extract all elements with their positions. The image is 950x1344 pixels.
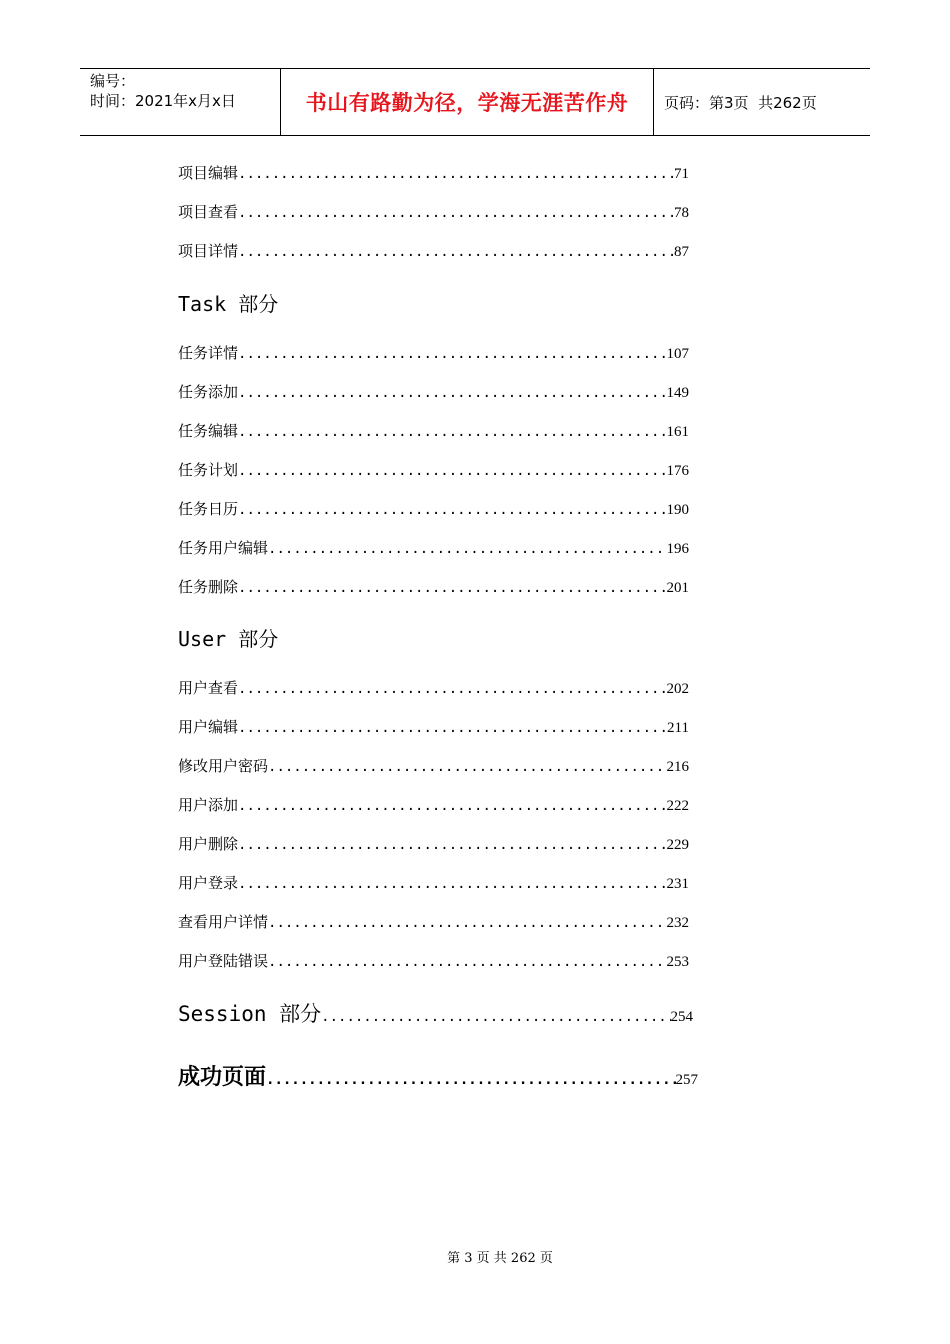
toc-entry-label: 任务用户编辑	[178, 539, 269, 557]
toc-entry-page: 107	[666, 346, 689, 362]
toc-entry-page: 78	[674, 205, 689, 221]
toc-entry-page: 87	[674, 244, 689, 260]
toc-entry-page: 176	[666, 463, 689, 479]
toc-leader-dots	[238, 463, 666, 479]
toc-entry-user-view[interactable]	[178, 677, 689, 698]
toc-entry-page: 211	[667, 720, 689, 736]
toc-entry-page: 202	[666, 681, 689, 697]
toc-entry-page: 71	[674, 166, 689, 182]
toc-leader-dots	[268, 915, 666, 931]
toc-entry-label: 任务添加	[178, 383, 239, 401]
toc-entry-label: Session 部分	[178, 1002, 322, 1026]
toc-entry-user-add[interactable]	[178, 794, 689, 815]
toc-leader-dots	[238, 166, 674, 182]
toc-leader-dots	[238, 346, 666, 362]
toc-entry-page: 196	[666, 541, 689, 557]
toc-entry-user-detail[interactable]	[178, 911, 689, 932]
header-motto: 书山有路勤为径，学海无涯苦作舟	[281, 69, 654, 135]
toc-entry-label: 项目编辑	[178, 164, 239, 182]
toc-leader-dots	[268, 759, 666, 775]
header-meta	[80, 69, 281, 135]
toc-entry-project-view[interactable]	[178, 201, 689, 222]
toc-entry-task-add[interactable]	[178, 381, 689, 402]
page-header	[80, 68, 870, 136]
toc-entry-page: 161	[666, 424, 689, 440]
toc-entry-page: 257	[675, 1072, 698, 1088]
toc-entry-task-user-edit[interactable]	[178, 537, 689, 558]
toc-entry-task-detail[interactable]	[178, 342, 689, 363]
toc-entry-page: 253	[666, 954, 689, 970]
toc-entry-task-calendar[interactable]	[178, 498, 689, 519]
toc-entry-success-page[interactable]	[178, 1060, 698, 1091]
toc-leader-dots	[321, 1009, 670, 1025]
toc-leader-dots	[266, 1072, 675, 1088]
toc-entry-page: 254	[670, 1009, 693, 1025]
toc-leader-dots	[238, 580, 666, 596]
section-heading-task: Task 部分	[178, 292, 279, 316]
toc-entry-page: 149	[666, 385, 689, 401]
toc-entry-page: 231	[666, 876, 689, 892]
toc-entry-user-edit[interactable]	[178, 716, 689, 737]
toc-entry-label: 任务详情	[178, 344, 239, 362]
toc-entry-page: 232	[666, 915, 689, 931]
toc-leader-dots	[238, 244, 674, 260]
toc-entry-task-delete[interactable]	[178, 576, 689, 597]
toc-entry-page: 229	[666, 837, 689, 853]
toc-leader-dots	[238, 385, 666, 401]
toc-entry-label: 任务编辑	[178, 422, 239, 440]
toc-entry-label: 修改用户密码	[178, 757, 269, 775]
toc-entry-label: 任务删除	[178, 578, 239, 596]
toc-entry-label: 任务日历	[178, 500, 239, 518]
toc-entry-page: 190	[666, 502, 689, 518]
page-footer: 第 3 页 共 262 页	[447, 1251, 553, 1266]
toc-entry-project-edit[interactable]	[178, 162, 689, 183]
section-heading-user: User 部分	[178, 627, 279, 651]
toc-entry-page: 222	[666, 798, 689, 814]
toc-leader-dots	[238, 502, 666, 518]
toc-entry-label: 用户编辑	[178, 718, 239, 736]
toc-entry-label: 用户查看	[178, 679, 239, 697]
header-page-info: 页码：第3页 共262页	[664, 93, 817, 112]
toc-leader-dots	[238, 205, 674, 221]
toc-entry-page: 201	[666, 580, 689, 596]
toc-entry-user-password[interactable]	[178, 755, 689, 776]
toc-entry-label: 用户登录	[178, 874, 239, 892]
toc-entry-session[interactable]	[178, 998, 693, 1028]
toc-entry-label: 任务计划	[178, 461, 239, 479]
number-label: 编号：	[90, 72, 136, 90]
toc-entry-page: 216	[666, 759, 689, 775]
toc-leader-dots	[238, 798, 666, 814]
toc-entry-label: 用户删除	[178, 835, 239, 853]
toc-entry-label: 用户添加	[178, 796, 239, 814]
toc-entry-user-delete[interactable]	[178, 833, 689, 854]
toc-leader-dots	[268, 541, 666, 557]
toc-entry-label: 项目查看	[178, 203, 239, 221]
time-label: 时间：2021年x月x日	[90, 92, 236, 110]
toc-entry-label: 查看用户详情	[178, 913, 269, 931]
toc-entry-project-detail[interactable]	[178, 240, 689, 261]
toc-leader-dots	[238, 424, 666, 440]
toc-leader-dots	[238, 837, 666, 853]
toc-entry-label: 用户登陆错误	[178, 952, 269, 970]
toc-entry-label: 项目详情	[178, 242, 239, 260]
toc-leader-dots	[268, 954, 666, 970]
toc-leader-dots	[238, 681, 666, 697]
toc-entry-task-edit[interactable]	[178, 420, 689, 441]
toc-entry-label: 成功页面	[178, 1064, 267, 1090]
toc-entry-user-login[interactable]	[178, 872, 689, 893]
toc-leader-dots	[238, 876, 666, 892]
toc-leader-dots	[238, 720, 667, 736]
toc-entry-user-login-error[interactable]	[178, 950, 689, 971]
toc-entry-task-plan[interactable]	[178, 459, 689, 480]
